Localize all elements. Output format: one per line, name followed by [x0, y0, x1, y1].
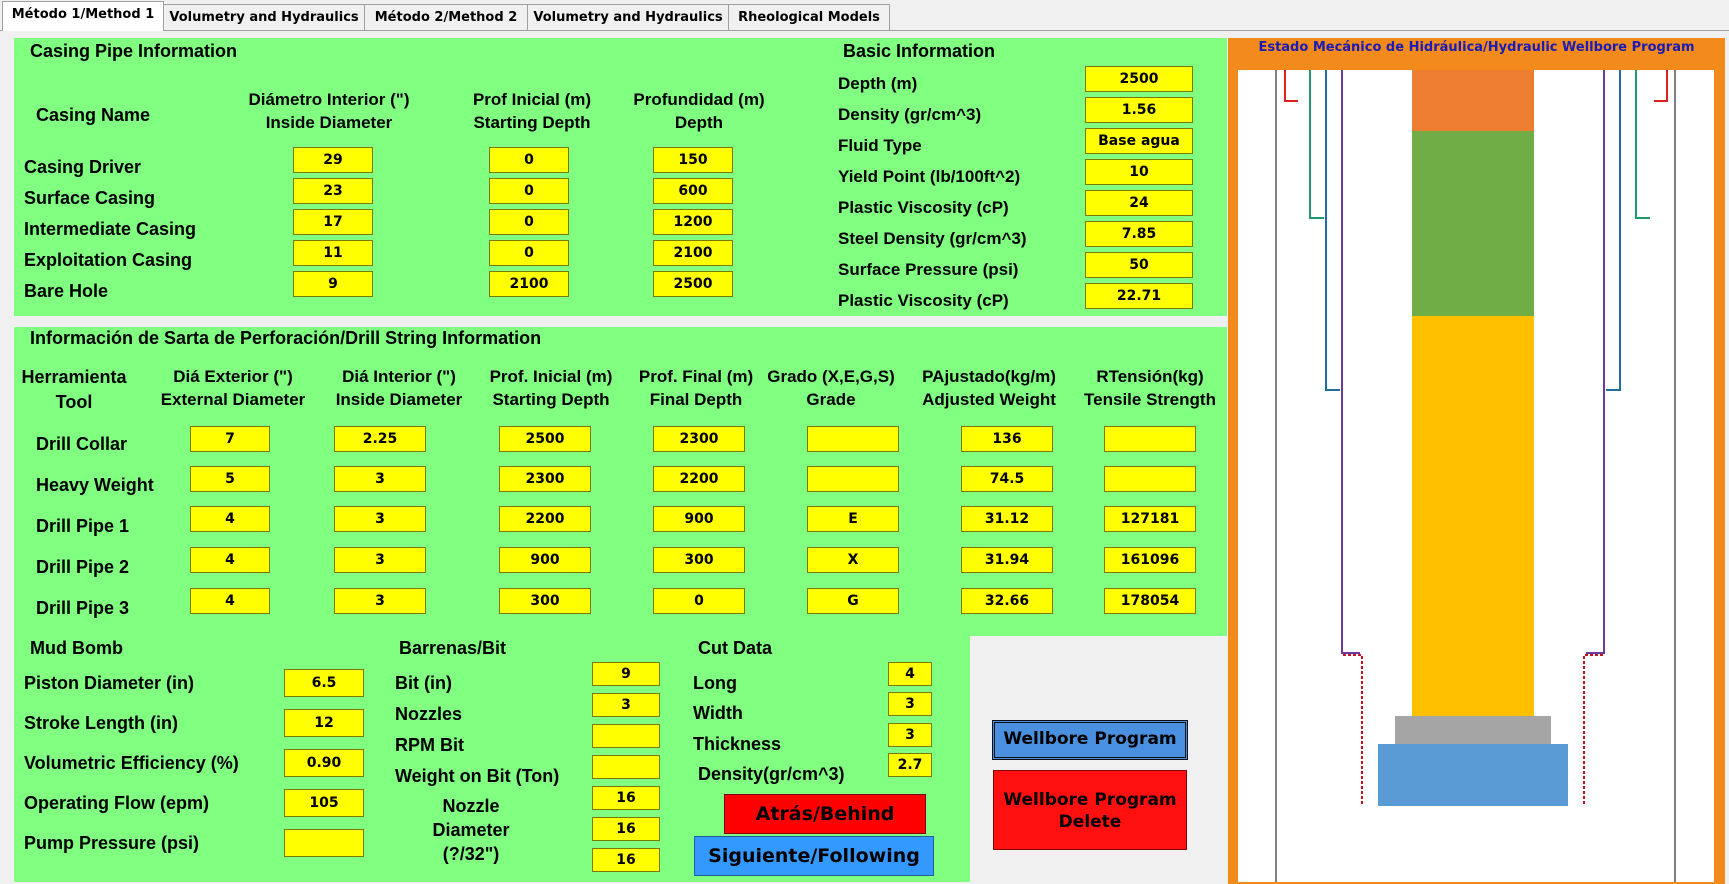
casing-id-header: Diámetro Interior (") Inside Diameter — [248, 90, 410, 132]
casing-depth-input[interactable]: 2500 — [653, 271, 733, 297]
ext-diameter-input[interactable]: 4 — [190, 506, 270, 532]
bit-label: Weight on Bit (Ton) — [395, 766, 560, 786]
fluid-type-input[interactable]: Base agua — [1085, 128, 1193, 154]
final-depth-input[interactable]: 2200 — [653, 466, 745, 492]
surface-pressure-input[interactable]: 50 — [1085, 252, 1193, 278]
ext-diameter-header: Diá Exterior (") External Diameter — [160, 367, 306, 409]
wellbore-program-button[interactable]: Wellbore Program — [992, 720, 1188, 760]
surface-casing-right — [1636, 70, 1650, 218]
casing-start-input[interactable]: 0 — [489, 147, 569, 173]
tool-label: Drill Pipe 1 — [36, 516, 130, 536]
steel-density-input[interactable]: 7.85 — [1085, 221, 1193, 247]
casing-start-input[interactable]: 0 — [489, 178, 569, 204]
tool-label: Drill Pipe 3 — [36, 598, 130, 618]
bottom-panel — [14, 636, 970, 882]
start-depth-input[interactable]: 2300 — [499, 466, 591, 492]
tensile-strength-input[interactable]: 178054 — [1104, 588, 1196, 614]
final-depth-input[interactable]: 2300 — [653, 426, 745, 452]
wellbore-title: Estado Mecánico de Hidráulica/Hydraulic Wellbore Program — [1258, 40, 1695, 55]
weight-on-bit-input[interactable] — [592, 755, 660, 779]
start-depth-header: Prof. Inicial (m) Starting Depth — [489, 367, 613, 409]
cut-density-input[interactable]: 2.7 — [888, 753, 932, 777]
tab-bar — [0, 0, 1729, 31]
casing-depth-input[interactable]: 2100 — [653, 240, 733, 266]
tool-label: Heavy Weight — [36, 475, 154, 495]
drill-string-title: Información de Sarta de Perforación/Drill String Information — [30, 328, 542, 348]
grade-input[interactable]: G — [807, 588, 899, 614]
basic-label: Surface Pressure (psi) — [838, 260, 1019, 279]
exploitation-casing-left — [1342, 70, 1360, 653]
rpm-bit-input[interactable] — [592, 724, 660, 748]
basic-label: Density (gr/cm^3) — [838, 105, 982, 124]
start-depth-input[interactable]: 2200 — [499, 506, 591, 532]
casing-id-input[interactable]: 23 — [293, 178, 373, 204]
mud-label: Pump Pressure (psi) — [24, 833, 200, 853]
final-depth-input[interactable]: 900 — [653, 506, 745, 532]
plastic-viscosity-input[interactable]: 24 — [1085, 190, 1193, 216]
casing-row-label: Exploitation Casing — [24, 250, 193, 270]
final-depth-input[interactable]: 0 — [653, 588, 745, 614]
casing-id-input[interactable]: 9 — [293, 271, 373, 297]
intermediate-casing-left — [1326, 70, 1340, 390]
stroke-length-input[interactable]: 12 — [284, 709, 364, 737]
density-input[interactable]: 1.56 — [1085, 97, 1193, 123]
exploitation-casing-right — [1586, 70, 1604, 653]
casing-depth-header: Profundidad (m) Depth — [633, 90, 765, 132]
bit-title: Barrenas/Bit — [399, 638, 507, 658]
operating-flow-input[interactable]: 105 — [284, 789, 364, 817]
bit-label: Bit (in) — [395, 673, 452, 693]
casing-row-label: Casing Driver — [24, 157, 142, 177]
bit-label: Nozzles — [395, 704, 463, 724]
cut-thickness-input[interactable]: 3 — [888, 723, 932, 747]
cut-long-input[interactable]: 4 — [888, 662, 932, 686]
nozzle-diameter-label: Nozzle Diameter (?/32") — [432, 796, 510, 864]
grade-input[interactable]: X — [807, 547, 899, 573]
bare-hole-right — [1584, 655, 1603, 806]
tensile-strength-input[interactable] — [1104, 466, 1196, 492]
tensile-strength-header: RTensión(kg) Tensile Strength — [1084, 367, 1216, 409]
plastic-viscosity-2-input[interactable]: 22.71 — [1085, 283, 1193, 309]
adjusted-weight-input[interactable]: 136 — [961, 426, 1053, 452]
bit-label: RPM Bit — [395, 735, 464, 755]
adjusted-weight-input[interactable]: 31.12 — [961, 506, 1053, 532]
ext-diameter-input[interactable]: 5 — [190, 466, 270, 492]
casing-id-input[interactable]: 11 — [293, 240, 373, 266]
mud-label: Operating Flow (epm) — [24, 793, 210, 813]
start-depth-input[interactable]: 300 — [499, 588, 591, 614]
bit-block — [1378, 744, 1568, 806]
int-diameter-input[interactable]: 3 — [334, 588, 426, 614]
int-diameter-input[interactable]: 3 — [334, 466, 426, 492]
wellbore-delete-button[interactable]: Wellbore Program Delete — [993, 770, 1187, 850]
string-segment-green — [1412, 131, 1534, 316]
basic-label: Yield Point (lb/100ft^2) — [838, 167, 1021, 186]
tool-label: Drill Pipe 2 — [36, 557, 130, 577]
mud-label: Piston Diameter (in) — [24, 673, 195, 693]
grade-input[interactable] — [807, 426, 899, 452]
nozzle-diameter-input[interactable]: 16 — [592, 848, 660, 872]
ext-diameter-input[interactable]: 4 — [190, 588, 270, 614]
tensile-strength-input[interactable] — [1104, 426, 1196, 452]
grade-header: Grado (X,E,G,S) Grade — [767, 367, 895, 409]
casing-basic-panel — [14, 38, 1227, 316]
mud-label: Volumetric Efficiency (%) — [24, 753, 239, 773]
casing-depth-input[interactable]: 150 — [653, 147, 733, 173]
basic-label: Steel Density (gr/cm^3) — [838, 229, 1027, 248]
drill-string-panel — [14, 327, 1227, 636]
drill-collar-block — [1395, 716, 1551, 744]
bare-hole-left — [1343, 655, 1362, 806]
ext-diameter-input[interactable]: 4 — [190, 547, 270, 573]
tool-label: Drill Collar — [36, 434, 128, 454]
cut-label: Thickness — [693, 734, 782, 754]
tensile-strength-input[interactable]: 127181 — [1104, 506, 1196, 532]
int-diameter-input[interactable]: 3 — [334, 506, 426, 532]
tab-volumetry-1[interactable]: Volumetry and Hydraulics — [163, 4, 365, 30]
casing-driver-right — [1654, 70, 1667, 101]
wellbore-canvas — [1238, 70, 1714, 882]
following-button[interactable]: Siguiente/Following — [694, 836, 934, 876]
cut-label: Long — [693, 673, 737, 693]
casing-start-header: Prof Inicial (m) Starting Depth — [472, 90, 592, 132]
cut-width-input[interactable]: 3 — [888, 692, 932, 716]
pump-pressure-input[interactable] — [284, 829, 364, 857]
casing-depth-input[interactable]: 600 — [653, 178, 733, 204]
ext-diameter-input[interactable]: 7 — [190, 426, 270, 452]
nozzle-diameter-input[interactable]: 16 — [592, 786, 660, 810]
basic-label: Depth (m) — [838, 74, 918, 93]
final-depth-input[interactable]: 300 — [653, 547, 745, 573]
adjusted-weight-header: PAjustado(kg/m) Adjusted Weight — [922, 367, 1056, 409]
casing-start-input[interactable]: 0 — [489, 240, 569, 266]
casing-start-input[interactable]: 0 — [489, 209, 569, 235]
wellbore-diagram — [1238, 70, 1714, 882]
bit-size-input[interactable]: 9 — [592, 662, 660, 686]
piston-diameter-input[interactable]: 6.5 — [284, 669, 364, 697]
string-segment-yellow — [1412, 316, 1534, 716]
int-diameter-input[interactable]: 2.25 — [334, 426, 426, 452]
tab-volumetry-2[interactable]: Volumetry and Hydraulics — [527, 4, 729, 30]
casing-id-input[interactable]: 17 — [293, 209, 373, 235]
depth-input[interactable]: 2500 — [1085, 66, 1193, 92]
cut-label: Density(gr/cm^3) — [698, 764, 845, 784]
start-depth-input[interactable]: 900 — [499, 547, 591, 573]
string-segment-orange — [1412, 70, 1534, 131]
tab-rheological-models[interactable]: Rheological Models — [728, 4, 890, 30]
casing-row-label: Intermediate Casing — [24, 219, 197, 239]
casing-row-label: Bare Hole — [24, 281, 109, 301]
tab-method-2[interactable]: Método 2/Method 2 — [364, 4, 528, 30]
int-diameter-header: Diá Interior (") Inside Diameter — [335, 367, 463, 409]
grade-input[interactable] — [807, 466, 899, 492]
casing-driver-left — [1285, 70, 1298, 101]
casing-row-label: Surface Casing — [24, 188, 156, 208]
casing-title: Casing Pipe Information — [30, 41, 238, 61]
basic-label: Plastic Viscosity (cP) — [838, 291, 1009, 310]
adjusted-weight-input[interactable]: 32.66 — [961, 588, 1053, 614]
int-diameter-input[interactable]: 3 — [334, 547, 426, 573]
basic-label: Plastic Viscosity (cP) — [838, 198, 1009, 217]
casing-id-input[interactable]: 29 — [293, 147, 373, 173]
nozzle-diameter-input[interactable]: 16 — [592, 817, 660, 841]
basic-info-title: Basic Information — [843, 41, 996, 61]
tool-header: Herramienta Tool — [21, 367, 127, 412]
cut-label: Width — [693, 703, 743, 723]
casing-start-input[interactable]: 2100 — [489, 271, 569, 297]
nozzles-input[interactable]: 3 — [592, 693, 660, 717]
cut-data-title: Cut Data — [698, 638, 773, 658]
casing-depth-input[interactable]: 1200 — [653, 209, 733, 235]
behind-button[interactable]: Atrás/Behind — [724, 794, 926, 834]
final-depth-header: Prof. Final (m) Final Depth — [638, 367, 754, 409]
mud-bomb-title: Mud Bomb — [30, 638, 123, 658]
start-depth-input[interactable]: 2500 — [499, 426, 591, 452]
grade-input[interactable]: E — [807, 506, 899, 532]
surface-casing-left — [1310, 70, 1324, 218]
adjusted-weight-input[interactable]: 74.5 — [961, 466, 1053, 492]
wellbore-frame — [1228, 38, 1725, 884]
tab-method-1[interactable]: Método 1/Method 1 — [2, 1, 164, 31]
yield-point-input[interactable]: 10 — [1085, 159, 1193, 185]
intermediate-casing-right — [1606, 70, 1620, 390]
casing-name-header: Casing Name — [36, 105, 151, 125]
volumetric-efficiency-input[interactable]: 0.90 — [284, 749, 364, 777]
adjusted-weight-input[interactable]: 31.94 — [961, 547, 1053, 573]
mud-label: Stroke Length (in) — [24, 713, 178, 733]
tensile-strength-input[interactable]: 161096 — [1104, 547, 1196, 573]
basic-label: Fluid Type — [838, 136, 922, 155]
